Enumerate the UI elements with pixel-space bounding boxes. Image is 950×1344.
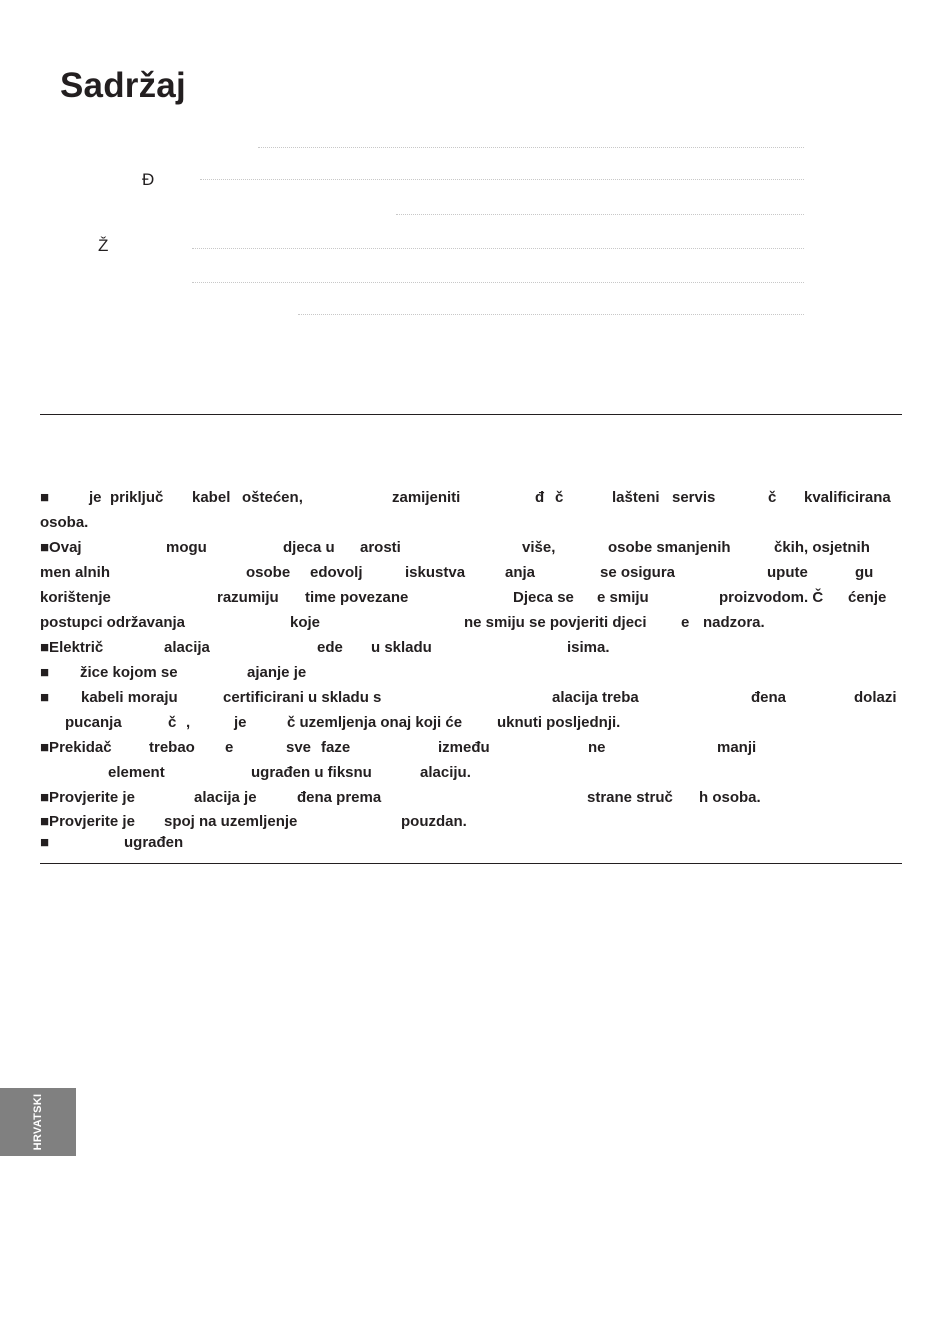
text-segment: je: [89, 489, 102, 506]
text-segment: više,: [522, 539, 556, 556]
text-segment: e smiju: [597, 589, 649, 606]
text-segment: osoba.: [40, 514, 89, 531]
language-side-tab: [0, 1088, 76, 1156]
text-segment: đ: [535, 489, 545, 506]
text-segment: ajanje je: [247, 664, 307, 681]
text-segment: koje: [290, 614, 321, 631]
text-segment: đena prema: [297, 789, 382, 806]
text-segment: kabeli moraju: [81, 689, 178, 706]
text-segment: između: [438, 739, 490, 756]
text-segment: ■Provjerite je: [40, 789, 135, 806]
safety-line: [40, 535, 902, 560]
toc-leader-dots: [258, 147, 804, 148]
text-segment: pouzdan.: [401, 813, 467, 830]
text-segment: čkih, osjetnih: [774, 539, 870, 556]
bullet-icon: ■: [40, 834, 50, 851]
page-title: Sadržaj: [60, 66, 186, 105]
text-segment: č: [555, 489, 564, 506]
text-segment: Djeca se: [513, 589, 574, 606]
text-segment: u skladu: [371, 639, 432, 656]
text-segment: ćenje: [848, 589, 887, 606]
text-segment: nadzora.: [703, 614, 765, 631]
text-segment: ,: [186, 714, 191, 731]
toc-leader-dots: [298, 314, 804, 315]
text-segment: ■Električ: [40, 639, 104, 656]
text-segment: kvalificirana: [804, 489, 891, 506]
bullet-icon: ■: [40, 689, 50, 706]
toc-glyph: Đ: [142, 170, 155, 189]
text-segment: sve: [286, 739, 312, 756]
text-segment: oštećen,: [242, 489, 303, 506]
text-segment: arosti: [360, 539, 401, 556]
safety-line: [40, 585, 902, 610]
text-segment: č: [768, 489, 777, 506]
text-segment: anja: [505, 564, 536, 581]
text-segment: ne: [588, 739, 606, 756]
safety-line: [40, 710, 902, 735]
language-tab-label: HRVATSKI: [32, 1093, 44, 1151]
text-segment: e: [225, 739, 234, 756]
safety-line: [40, 510, 902, 535]
text-segment: alacija je: [194, 789, 257, 806]
text-segment: č: [168, 714, 177, 731]
toc-leader-dots: [192, 248, 804, 249]
toc-leader-dots: [192, 282, 804, 283]
text-segment: dolazi: [854, 689, 897, 706]
safety-line: [40, 810, 902, 833]
toc-glyph: Ž: [98, 236, 109, 255]
text-segment: ■Ovaj: [40, 539, 82, 556]
safety-line: [40, 833, 902, 853]
text-segment: zamijeniti: [392, 489, 461, 506]
text-segment: lašteni: [612, 489, 660, 506]
text-segment: alacija: [164, 639, 210, 656]
text-segment: osobe smanjenih: [608, 539, 731, 556]
text-segment: manji: [717, 739, 757, 756]
safety-line: [40, 560, 902, 585]
text-segment: faze: [321, 739, 351, 756]
text-segment: edovolj: [310, 564, 363, 581]
text-segment: trebao: [149, 739, 195, 756]
toc-leader-dots: [396, 214, 804, 215]
text-segment: h osoba.: [699, 789, 761, 806]
text-segment: djeca u: [283, 539, 335, 556]
text-segment: osobe: [246, 564, 291, 581]
toc-leader-dots: [200, 179, 804, 180]
safety-line: [40, 660, 902, 685]
safety-line: [40, 735, 902, 760]
text-segment: mogu: [166, 539, 207, 556]
text-segment: e: [681, 614, 690, 631]
text-segment: ne smiju se povjeriti djeci: [464, 614, 647, 631]
divider-bottom: [40, 863, 902, 864]
text-segment: certificirani u skladu s: [223, 689, 382, 706]
text-segment: pucanja: [65, 714, 122, 731]
text-segment: isima.: [567, 639, 610, 656]
text-segment: men alnih: [40, 564, 111, 581]
text-segment: žice kojom se: [80, 664, 178, 681]
text-segment: proizvodom. Č: [719, 589, 824, 606]
safety-line: [40, 685, 902, 710]
text-segment: alaciju.: [420, 764, 471, 781]
text-segment: element: [108, 764, 165, 781]
safety-line: [40, 635, 902, 660]
text-segment: priključ: [110, 489, 164, 506]
text-segment: gu: [855, 564, 874, 581]
text-segment: strane struč: [587, 789, 673, 806]
text-segment: servis: [672, 489, 716, 506]
text-segment: ■Prekidač: [40, 739, 112, 756]
text-segment: uknuti posljednji.: [497, 714, 621, 731]
text-segment: đena: [751, 689, 787, 706]
safety-instructions: [40, 485, 902, 853]
divider-top: [40, 414, 902, 415]
text-segment: č uzemljenja onaj koji će: [287, 714, 463, 731]
text-segment: alacija treba: [552, 689, 639, 706]
bullet-icon: ■: [40, 664, 50, 681]
text-segment: je: [234, 714, 247, 731]
bullet-icon: ■: [40, 489, 50, 506]
text-segment: iskustva: [405, 564, 466, 581]
safety-line: [40, 610, 902, 635]
text-segment: upute: [767, 564, 808, 581]
text-segment: korištenje: [40, 589, 111, 606]
text-segment: ugrađen u fiksnu: [251, 764, 372, 781]
text-segment: kabel: [192, 489, 231, 506]
text-segment: time povezane: [305, 589, 409, 606]
safety-line: [40, 485, 902, 510]
text-segment: ugrađen: [124, 834, 184, 851]
text-segment: spoj na uzemljenje: [164, 813, 298, 830]
text-segment: postupci održavanja: [40, 614, 186, 631]
text-segment: ede: [317, 639, 343, 656]
safety-line: [40, 760, 902, 785]
text-segment: se osigura: [600, 564, 676, 581]
text-segment: ■Provjerite je: [40, 813, 135, 830]
safety-line: [40, 785, 902, 810]
text-segment: razumiju: [217, 589, 279, 606]
